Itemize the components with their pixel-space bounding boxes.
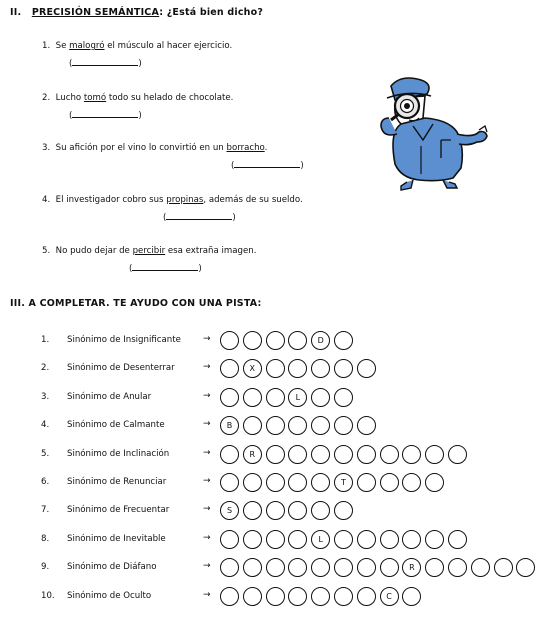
synonym-row-number: 8. — [41, 533, 50, 544]
letter-circle[interactable] — [357, 473, 376, 492]
letter-circle[interactable] — [311, 473, 330, 492]
letter-circle[interactable] — [380, 473, 399, 492]
synonym-row-number: 4. — [41, 420, 50, 431]
letter-circle[interactable] — [266, 530, 285, 549]
letter-circle[interactable]: L — [311, 530, 330, 549]
letter-circle[interactable] — [425, 530, 444, 549]
letter-circle[interactable] — [266, 359, 285, 378]
synonym-row-label: Sinónimo de Frecuentar — [67, 505, 170, 516]
letter-circle[interactable] — [288, 359, 307, 378]
letter-circle[interactable] — [311, 501, 330, 520]
synonym-row-label: Sinónimo de Renunciar — [67, 477, 167, 487]
letter-circle[interactable] — [243, 416, 262, 435]
arrow-right-icon: → — [203, 476, 211, 486]
letter-circle[interactable] — [288, 473, 307, 492]
letter-circle[interactable] — [380, 558, 399, 577]
letter-circle[interactable] — [266, 416, 285, 435]
letter-circle[interactable] — [288, 331, 307, 350]
letter-circle[interactable] — [357, 445, 376, 464]
letter-circle[interactable] — [357, 530, 376, 549]
letter-circle[interactable] — [425, 558, 444, 577]
letter-circle[interactable] — [266, 473, 285, 492]
letter-circle[interactable] — [311, 587, 330, 606]
letter-circle[interactable] — [448, 530, 467, 549]
letter-circle[interactable]: R — [243, 445, 262, 464]
letter-circle[interactable] — [471, 558, 490, 577]
exercise-item-3: 3. Su afición por el vino lo convirtió en un borracho. — [42, 143, 268, 153]
letter-circle[interactable]: T — [334, 473, 353, 492]
letter-circle[interactable]: L — [288, 388, 307, 407]
letter-circle[interactable] — [357, 416, 376, 435]
arrow-right-icon: → — [203, 504, 211, 515]
letter-circle[interactable] — [425, 445, 444, 464]
letter-circle[interactable] — [288, 501, 307, 520]
synonym-row-label: Sinónimo de Inevitable — [67, 533, 166, 544]
letter-circles — [220, 388, 357, 407]
detective-magnifier-icon — [361, 74, 491, 192]
synonym-row-label: Sinónimo de Diáfano — [67, 562, 157, 573]
letter-circles — [220, 558, 539, 577]
synonym-row-label: Sinónimo de Oculto — [67, 590, 152, 601]
letter-circle[interactable] — [266, 445, 285, 464]
letter-circle[interactable] — [220, 445, 239, 464]
letter-circle[interactable] — [334, 416, 353, 435]
letter-circle[interactable] — [266, 587, 285, 606]
letter-circles — [220, 501, 357, 520]
letter-circle[interactable] — [243, 473, 262, 492]
letter-circle[interactable] — [266, 331, 285, 350]
letter-circle[interactable] — [311, 388, 330, 407]
synonym-row-number: 2. — [41, 363, 50, 374]
letter-circle[interactable] — [220, 558, 239, 577]
letter-circle[interactable] — [334, 558, 353, 577]
answer-blank-1[interactable]: ( ) — [69, 59, 142, 69]
synonym-row-number: 1. — [41, 335, 50, 345]
arrow-right-icon: → — [203, 390, 211, 401]
letter-circle[interactable] — [425, 473, 444, 492]
letter-circle[interactable]: S — [220, 501, 239, 520]
letter-circle[interactable] — [243, 558, 262, 577]
answer-blank-5[interactable]: ( ) — [129, 264, 202, 274]
letter-circle[interactable]: D — [311, 331, 330, 350]
letter-circle[interactable] — [243, 388, 262, 407]
letter-circle[interactable] — [266, 388, 285, 407]
letter-circle[interactable] — [243, 587, 262, 606]
letter-circle[interactable] — [243, 530, 262, 549]
letter-circles — [220, 359, 380, 378]
arrow-right-icon: → — [203, 334, 211, 344]
letter-circle[interactable] — [288, 445, 307, 464]
letter-circle[interactable] — [288, 558, 307, 577]
synonym-row-number: 9. — [41, 562, 50, 573]
letter-circle[interactable] — [448, 558, 467, 577]
letter-circle[interactable] — [402, 445, 421, 464]
letter-circle[interactable] — [357, 558, 376, 577]
letter-circle[interactable] — [494, 558, 513, 577]
letter-circle[interactable] — [380, 530, 399, 549]
arrow-right-icon: → — [203, 419, 211, 430]
synonym-row-label: Sinónimo de Calmante — [67, 420, 165, 431]
letter-circle[interactable]: B — [220, 416, 239, 435]
letter-circle[interactable] — [448, 445, 467, 464]
letter-circle[interactable] — [311, 445, 330, 464]
letter-circles — [220, 331, 357, 350]
arrow-right-icon: → — [203, 447, 211, 458]
letter-circle[interactable] — [288, 416, 307, 435]
arrow-right-icon: → — [203, 561, 211, 572]
letter-circles — [220, 416, 380, 435]
letter-circle[interactable] — [220, 587, 239, 606]
letter-circle[interactable] — [402, 587, 421, 606]
letter-circles — [220, 530, 471, 549]
synonym-row-number: 3. — [41, 391, 50, 402]
section-2-title: II. PRECISIÓN SEMÁNTICA: ¿Está bien dicho? — [10, 7, 264, 18]
letter-circle[interactable] — [402, 530, 421, 549]
letter-circle[interactable] — [243, 331, 262, 350]
letter-circle[interactable] — [516, 558, 535, 577]
answer-blank-4[interactable]: ( ) — [163, 213, 236, 223]
synonym-row-label: Sinónimo de Inclinación — [67, 448, 170, 459]
letter-circle[interactable]: X — [243, 359, 262, 378]
letter-circle[interactable] — [311, 416, 330, 435]
exercise-item-5: 5. No pudo dejar de percibir esa extraña imagen. — [42, 246, 257, 256]
letter-circle[interactable] — [288, 587, 307, 606]
exercise-item-1: 1. Se malogró el músculo al hacer ejercicio. — [42, 41, 233, 51]
letter-circle[interactable] — [334, 388, 353, 407]
letter-circle[interactable] — [220, 530, 239, 549]
letter-circle[interactable] — [288, 530, 307, 549]
answer-blank-2[interactable]: ( ) — [69, 111, 142, 121]
letter-circle[interactable] — [220, 388, 239, 407]
exercise-item-4: 4. El investigador cobro sus propinas, además de su sueldo. — [42, 195, 303, 205]
synonym-row-number: 5. — [41, 448, 50, 459]
letter-circle[interactable] — [243, 501, 262, 520]
arrow-right-icon: → — [203, 532, 211, 543]
letter-circle[interactable] — [220, 359, 239, 378]
letter-circle[interactable] — [266, 558, 285, 577]
synonym-row-label: Sinónimo de Desenterrar — [67, 363, 175, 374]
letter-circle[interactable] — [334, 501, 353, 520]
letter-circle[interactable] — [311, 359, 330, 378]
letter-circle[interactable] — [334, 445, 353, 464]
letter-circles — [220, 587, 425, 606]
letter-circle[interactable]: C — [380, 587, 399, 606]
letter-circle[interactable] — [334, 530, 353, 549]
letter-circle[interactable] — [357, 587, 376, 606]
exercise-item-2: 2. Lucho tomó todo su helado de chocolate. — [42, 93, 234, 103]
letter-circle[interactable] — [266, 501, 285, 520]
arrow-right-icon: → — [203, 589, 211, 600]
arrow-right-icon: → — [203, 362, 211, 373]
letter-circle[interactable] — [220, 473, 239, 492]
synonym-row-label: Sinónimo de Anular — [67, 391, 152, 402]
letter-circle[interactable]: R — [402, 558, 421, 577]
synonym-row-number: 6. — [41, 477, 50, 487]
synonym-row-number: 7. — [41, 505, 50, 516]
synonym-row-label: Sinónimo de Insignificante — [67, 335, 181, 345]
letter-circle[interactable] — [334, 359, 353, 378]
answer-blank-3[interactable]: ( ) — [231, 161, 304, 171]
letter-circle[interactable] — [402, 473, 421, 492]
letter-circle[interactable] — [220, 331, 239, 350]
letter-circle[interactable] — [311, 558, 330, 577]
section-3-title: III. A COMPLETAR. TE AYUDO CON UNA PISTA: — [10, 298, 262, 309]
synonym-row-number: 10. — [41, 590, 55, 601]
letter-circle[interactable] — [334, 587, 353, 606]
letter-circles — [220, 473, 448, 492]
letter-circles — [220, 445, 471, 464]
letter-circle[interactable] — [380, 445, 399, 464]
letter-circle[interactable] — [357, 359, 376, 378]
letter-circle[interactable] — [334, 331, 353, 350]
